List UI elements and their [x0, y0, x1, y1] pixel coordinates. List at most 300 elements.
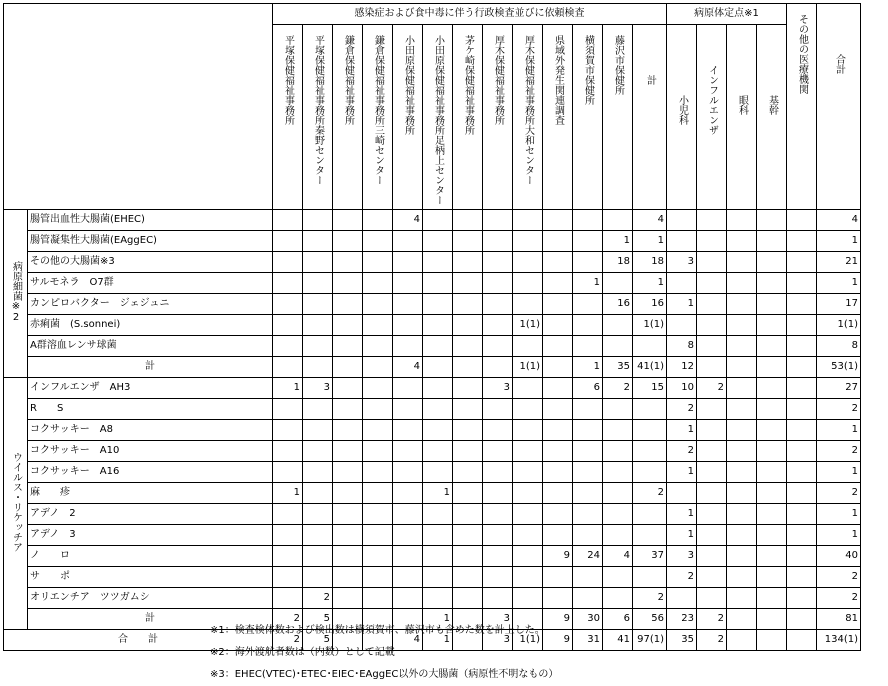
- row-label: R S: [28, 399, 273, 420]
- cell-value: [483, 420, 513, 441]
- cell-value: 1: [273, 483, 303, 504]
- cell-value: [333, 378, 363, 399]
- cell-value: [573, 441, 603, 462]
- col-header-0: 平塚保健福祉事務所: [273, 25, 303, 210]
- cell-value: [363, 273, 393, 294]
- cell-value: 9: [543, 630, 573, 651]
- cell-value: [453, 378, 483, 399]
- sentinel-value: [757, 630, 787, 651]
- row-label: インフルエンザ AH3: [28, 378, 273, 399]
- other-value: [787, 525, 817, 546]
- cell-value: [633, 336, 667, 357]
- sentinel-value: 1: [667, 504, 697, 525]
- sentinel-value: [727, 252, 757, 273]
- cell-value: 1: [633, 273, 667, 294]
- cell-value: [513, 504, 543, 525]
- sentinel-value: [727, 630, 757, 651]
- sentinel-value: [757, 462, 787, 483]
- row-label: 腸管出血性大腸菌(EHEC): [28, 210, 273, 231]
- cell-value: [333, 336, 363, 357]
- cell-value: [393, 525, 423, 546]
- row-label: 合 計: [4, 630, 273, 651]
- sentinel-value: [757, 210, 787, 231]
- sentinel-value: [757, 399, 787, 420]
- cell-value: [483, 315, 513, 336]
- cell-value: [603, 462, 633, 483]
- cell-value: [513, 525, 543, 546]
- col-header-9: 県域外発生関連調査: [543, 25, 573, 210]
- cell-value: [303, 357, 333, 378]
- cell-value: [423, 336, 453, 357]
- table-row: [4, 294, 861, 315]
- col-header-6: 茅ケ崎保健福祉事務所: [453, 25, 483, 210]
- cell-value: [393, 378, 423, 399]
- cell-value: [393, 399, 423, 420]
- sentinel-value: 1: [667, 462, 697, 483]
- sentinel-value: [757, 231, 787, 252]
- other-value: [787, 399, 817, 420]
- sentinel-value: 12: [667, 357, 697, 378]
- sentinel-value: [757, 525, 787, 546]
- sentinel-value: [697, 231, 727, 252]
- cell-value: [273, 231, 303, 252]
- total-value: 17: [817, 294, 861, 315]
- cell-value: 3: [483, 378, 513, 399]
- cell-value: [513, 483, 543, 504]
- total-value: 2: [817, 588, 861, 609]
- sentinel-value: [727, 315, 757, 336]
- cell-value: [543, 399, 573, 420]
- sentinel-value: 2: [667, 567, 697, 588]
- total-value: 27: [817, 378, 861, 399]
- cell-value: [303, 504, 333, 525]
- sentinel-value: [727, 546, 757, 567]
- cell-value: [543, 231, 573, 252]
- other-value: [787, 609, 817, 630]
- sentinel-value: [697, 462, 727, 483]
- header-group-inspection: 感染症および食中毒に伴う行政検査並びに依頼検査: [273, 4, 667, 25]
- cell-value: [453, 399, 483, 420]
- cell-value: [363, 441, 393, 462]
- cell-value: [333, 483, 363, 504]
- cell-value: [633, 567, 667, 588]
- cell-value: 2: [273, 630, 303, 651]
- sentinel-value: [757, 609, 787, 630]
- table-row: [4, 525, 861, 546]
- cell-value: [303, 546, 333, 567]
- cell-value: [573, 483, 603, 504]
- header-row-1: [4, 4, 861, 25]
- table-row: [4, 483, 861, 504]
- sentinel-value: [697, 294, 727, 315]
- cell-value: [273, 504, 303, 525]
- other-value: [787, 588, 817, 609]
- cell-value: [603, 441, 633, 462]
- cell-value: [303, 273, 333, 294]
- cell-value: [393, 336, 423, 357]
- row-label: カンピロバクター ジェジュニ: [28, 294, 273, 315]
- cell-value: [333, 588, 363, 609]
- cell-value: [453, 588, 483, 609]
- row-label: アデノ 2: [28, 504, 273, 525]
- cell-value: 2: [303, 588, 333, 609]
- cell-value: [453, 315, 483, 336]
- cell-value: 41(1): [633, 357, 667, 378]
- col-header-1: 平塚保健福祉事務所秦野センター: [303, 25, 333, 210]
- sentinel-value: [757, 567, 787, 588]
- sentinel-value: 2: [697, 609, 727, 630]
- table-row: [4, 399, 861, 420]
- cell-value: [543, 588, 573, 609]
- col-header-4: 小田原保健福祉事務所: [393, 25, 423, 210]
- cell-value: [393, 504, 423, 525]
- other-value: [787, 294, 817, 315]
- row-label: 麻 疹: [28, 483, 273, 504]
- row-label: オリエンチア ツツガムシ: [28, 588, 273, 609]
- cell-value: [393, 420, 423, 441]
- sentinel-value: [757, 315, 787, 336]
- sentinel-value: [727, 441, 757, 462]
- cell-value: [303, 441, 333, 462]
- sentinel-value: [697, 546, 727, 567]
- sentinel-value: [727, 462, 757, 483]
- row-label: 計: [28, 609, 273, 630]
- sentinel-value: [727, 210, 757, 231]
- cell-value: [543, 210, 573, 231]
- cell-value: [333, 441, 363, 462]
- sentinel-value: 1: [667, 420, 697, 441]
- cell-value: [333, 504, 363, 525]
- row-label: コクサッキー A8: [28, 420, 273, 441]
- cell-value: 2: [603, 378, 633, 399]
- cell-value: [603, 336, 633, 357]
- cell-value: [483, 273, 513, 294]
- cell-value: [333, 231, 363, 252]
- table-row: [4, 210, 861, 231]
- corner-cell: [4, 4, 273, 210]
- cell-value: [633, 462, 667, 483]
- total-value: 1: [817, 462, 861, 483]
- sentinel-value: [667, 210, 697, 231]
- total-value: 1: [817, 420, 861, 441]
- row-label: 腸管凝集性大腸菌(EAggEC): [28, 231, 273, 252]
- col-header-3: 鎌倉保健福祉事務所三崎センター: [363, 25, 393, 210]
- cell-value: [513, 441, 543, 462]
- cell-value: [543, 462, 573, 483]
- sentinel-value: [667, 315, 697, 336]
- cell-value: [393, 546, 423, 567]
- cell-value: [273, 420, 303, 441]
- cell-value: 5: [303, 630, 333, 651]
- cell-value: [513, 462, 543, 483]
- other-value: [787, 441, 817, 462]
- sentinel-value: [727, 336, 757, 357]
- cell-value: [513, 399, 543, 420]
- cell-value: [393, 315, 423, 336]
- sentinel-value: [757, 357, 787, 378]
- cell-value: [393, 588, 423, 609]
- sentinel-value: 2: [697, 630, 727, 651]
- table-row: [4, 462, 861, 483]
- cell-value: [303, 567, 333, 588]
- cell-value: [603, 399, 633, 420]
- total-value: 81: [817, 609, 861, 630]
- total-value: 2: [817, 441, 861, 462]
- cell-value: 35: [603, 357, 633, 378]
- cell-value: [483, 336, 513, 357]
- cell-value: [273, 588, 303, 609]
- cell-value: [453, 210, 483, 231]
- cell-value: [603, 588, 633, 609]
- sentinel-value: [667, 273, 697, 294]
- cell-value: [423, 420, 453, 441]
- cell-value: [273, 336, 303, 357]
- sentinel-value: [697, 483, 727, 504]
- cell-value: [603, 567, 633, 588]
- cell-value: [393, 462, 423, 483]
- other-value: [787, 378, 817, 399]
- cell-value: [333, 210, 363, 231]
- total-value: 2: [817, 483, 861, 504]
- cell-value: [633, 504, 667, 525]
- row-label: ノ ロ: [28, 546, 273, 567]
- cell-value: [453, 252, 483, 273]
- cell-value: [333, 546, 363, 567]
- sentinel-value: [697, 525, 727, 546]
- cell-value: [573, 315, 603, 336]
- cell-value: [513, 273, 543, 294]
- cell-value: 18: [603, 252, 633, 273]
- cell-value: 5: [303, 609, 333, 630]
- cell-value: [453, 294, 483, 315]
- cell-value: [423, 294, 453, 315]
- row-label: その他の大腸菌※3: [28, 252, 273, 273]
- cell-value: [273, 294, 303, 315]
- sentinel-value: [667, 231, 697, 252]
- row-label: アデノ 3: [28, 525, 273, 546]
- cell-value: [303, 525, 333, 546]
- cell-value: 1: [273, 378, 303, 399]
- cell-value: [543, 336, 573, 357]
- cell-value: [423, 588, 453, 609]
- cell-value: [453, 231, 483, 252]
- cell-value: [453, 462, 483, 483]
- row-label: サ ポ: [28, 567, 273, 588]
- total-value: 1: [817, 231, 861, 252]
- total-value: 134(1): [817, 630, 861, 651]
- cell-value: 1(1): [513, 315, 543, 336]
- cell-value: [573, 210, 603, 231]
- cell-value: 2: [633, 483, 667, 504]
- cell-value: 3: [303, 378, 333, 399]
- cell-value: [363, 546, 393, 567]
- cell-value: 1: [423, 483, 453, 504]
- cell-value: [543, 357, 573, 378]
- other-value: [787, 252, 817, 273]
- cell-value: [363, 336, 393, 357]
- sentinel-value: [697, 210, 727, 231]
- sentinel-value: [727, 378, 757, 399]
- cell-value: [453, 273, 483, 294]
- cell-value: [393, 252, 423, 273]
- cell-value: [483, 525, 513, 546]
- sentinel-value: [757, 504, 787, 525]
- cell-value: [633, 420, 667, 441]
- cell-value: [453, 336, 483, 357]
- cell-value: [453, 525, 483, 546]
- cell-value: [513, 210, 543, 231]
- cell-value: [513, 378, 543, 399]
- col-header-11: 藤沢市保健所: [603, 25, 633, 210]
- cell-value: [483, 504, 513, 525]
- cell-value: [513, 336, 543, 357]
- other-value: [787, 231, 817, 252]
- cell-value: [483, 294, 513, 315]
- cell-value: [513, 231, 543, 252]
- cell-value: [393, 441, 423, 462]
- cell-value: 9: [543, 546, 573, 567]
- cell-value: [573, 462, 603, 483]
- cell-value: [303, 294, 333, 315]
- sentinel-value: [727, 567, 757, 588]
- cell-value: [543, 273, 573, 294]
- cell-value: [633, 525, 667, 546]
- sentinel-value: [697, 315, 727, 336]
- cell-value: 3: [483, 609, 513, 630]
- cell-value: [513, 567, 543, 588]
- table-row: [4, 231, 861, 252]
- cell-value: [483, 588, 513, 609]
- cell-value: [543, 315, 573, 336]
- cell-value: [423, 231, 453, 252]
- cell-value: [543, 567, 573, 588]
- sentinel-value: 3: [667, 546, 697, 567]
- table-row: [4, 357, 861, 378]
- cell-value: [423, 399, 453, 420]
- cell-value: [603, 504, 633, 525]
- sentinel-value: [727, 399, 757, 420]
- cell-value: [483, 462, 513, 483]
- cell-value: [333, 399, 363, 420]
- cell-value: [273, 525, 303, 546]
- cell-value: [423, 504, 453, 525]
- sentinel-value: [697, 420, 727, 441]
- cell-value: [573, 504, 603, 525]
- cell-value: 1: [423, 609, 453, 630]
- cell-value: [423, 315, 453, 336]
- sentinel-value: [727, 609, 757, 630]
- cell-value: [273, 210, 303, 231]
- cell-value: [363, 504, 393, 525]
- cell-value: [423, 273, 453, 294]
- sentinel-header-2: 眼科: [727, 25, 757, 210]
- total-value: 1: [817, 525, 861, 546]
- cell-value: [603, 273, 633, 294]
- cell-value: 4: [393, 630, 423, 651]
- sentinel-value: 1: [667, 525, 697, 546]
- row-label: A群溶血レンサ球菌: [28, 336, 273, 357]
- sentinel-value: [757, 441, 787, 462]
- cell-value: [333, 273, 363, 294]
- cell-value: [483, 210, 513, 231]
- cell-value: [543, 420, 573, 441]
- cell-value: [393, 231, 423, 252]
- sentinel-value: 10: [667, 378, 697, 399]
- cell-value: [273, 441, 303, 462]
- footnote-3: ※3：EHEC(VTEC)･ETEC･EIEC･EAggEC以外の大腸菌（病原性不明なもの）: [210, 669, 559, 680]
- cell-value: [303, 462, 333, 483]
- cell-value: [543, 294, 573, 315]
- other-value: [787, 273, 817, 294]
- cell-value: 1: [573, 357, 603, 378]
- cell-value: 41: [603, 630, 633, 651]
- cell-value: [633, 441, 667, 462]
- table-row: [4, 567, 861, 588]
- cell-value: 4: [633, 210, 667, 231]
- table-row: [4, 315, 861, 336]
- cell-value: [573, 420, 603, 441]
- cell-value: 16: [603, 294, 633, 315]
- cell-value: [333, 525, 363, 546]
- cell-value: [423, 462, 453, 483]
- sentinel-value: [667, 483, 697, 504]
- total-value: 40: [817, 546, 861, 567]
- cell-value: [453, 441, 483, 462]
- other-value: [787, 462, 817, 483]
- cell-value: [333, 567, 363, 588]
- other-value: [787, 210, 817, 231]
- cell-value: [513, 546, 543, 567]
- cell-value: [333, 252, 363, 273]
- cell-value: [543, 441, 573, 462]
- cell-value: [273, 315, 303, 336]
- header-other-institutions: その他の医療機関: [787, 4, 817, 210]
- cell-value: [363, 588, 393, 609]
- cell-value: [363, 357, 393, 378]
- cell-value: [303, 252, 333, 273]
- cell-value: [573, 567, 603, 588]
- cell-value: [363, 294, 393, 315]
- cell-value: 24: [573, 546, 603, 567]
- cell-value: [543, 378, 573, 399]
- total-value: 2: [817, 567, 861, 588]
- cell-value: 4: [603, 546, 633, 567]
- results-table: [3, 3, 861, 651]
- cell-value: [393, 567, 423, 588]
- cell-value: [363, 315, 393, 336]
- table-row: [4, 441, 861, 462]
- cell-value: [633, 399, 667, 420]
- cell-value: [423, 378, 453, 399]
- cell-value: [423, 357, 453, 378]
- row-label: サルモネラ O7群: [28, 273, 273, 294]
- cell-value: [363, 378, 393, 399]
- cell-value: [273, 567, 303, 588]
- cell-value: [453, 420, 483, 441]
- sentinel-value: [757, 588, 787, 609]
- sentinel-value: [697, 588, 727, 609]
- cell-value: 1: [423, 630, 453, 651]
- sentinel-value: 3: [667, 252, 697, 273]
- sentinel-value: [727, 231, 757, 252]
- cell-value: [333, 357, 363, 378]
- sentinel-value: [697, 399, 727, 420]
- cell-value: [363, 483, 393, 504]
- sentinel-value: 23: [667, 609, 697, 630]
- cell-value: [363, 252, 393, 273]
- table-row: [4, 252, 861, 273]
- cell-value: [603, 315, 633, 336]
